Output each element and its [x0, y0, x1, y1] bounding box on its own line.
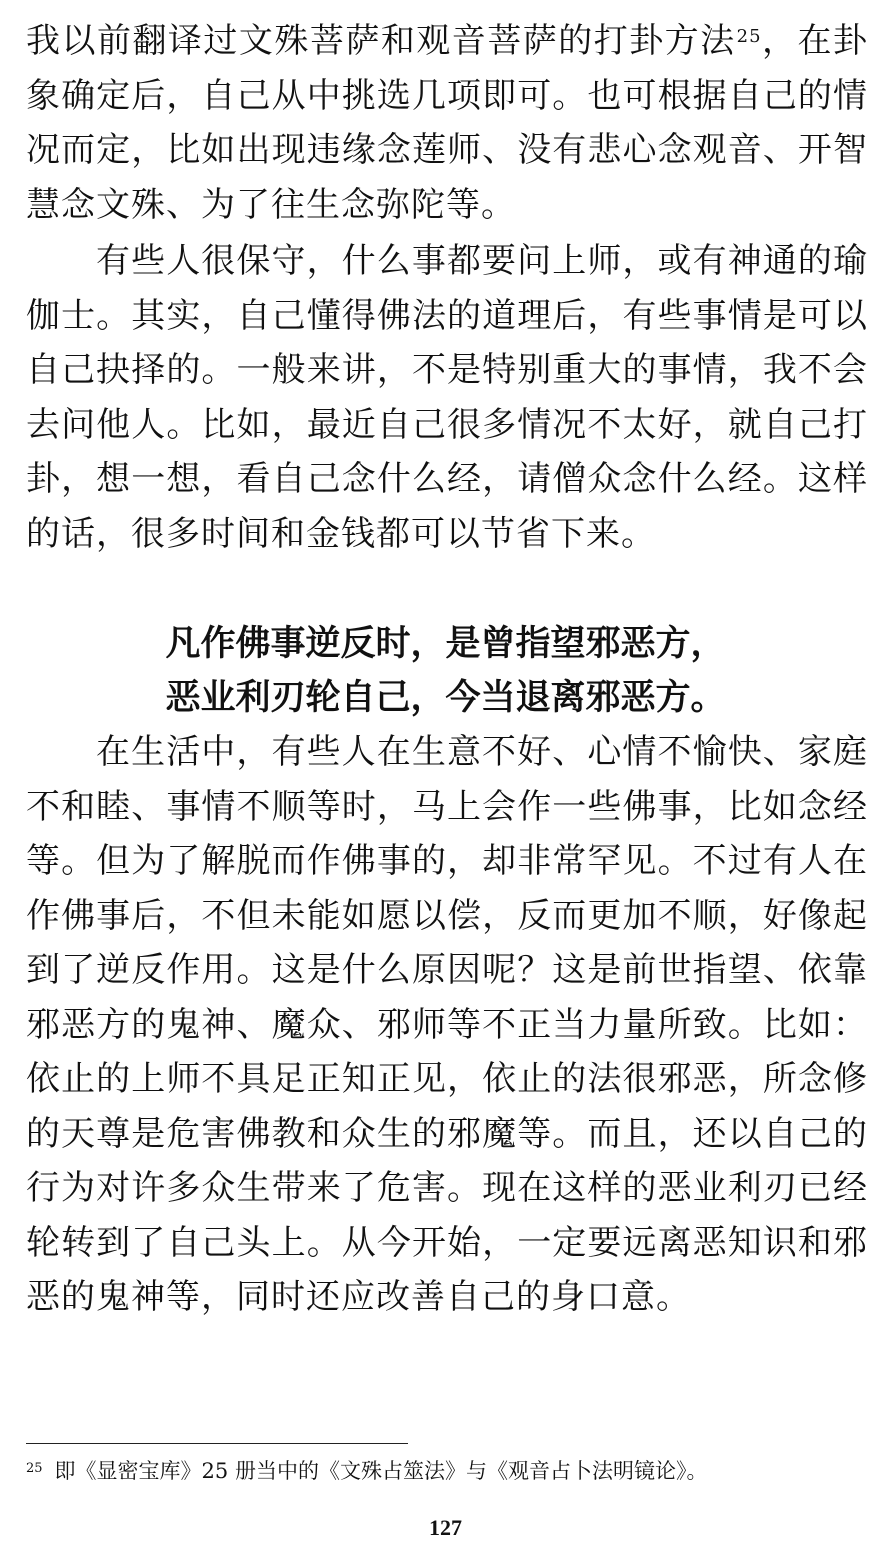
paragraph-divination [26, 14, 868, 232]
page-number: 127 [429, 1515, 462, 1540]
paragraph-self-decision: 有些人很保守，什么事都要问上师，或有神通的瑜伽士。其实，自己懂得佛法的道理后，有些事情是可以自己抉择的。一般来讲，不是特别重大的事情，我不会去问他人。比如，最近自己很多情况不太好，就自己打卦，想一想，看自己念什么经，请僧众念什么经。这样的话，很多时间和金钱都可以节省下来。 [26, 241, 868, 554]
verse-line-2: 恶业利刃轮自己，今当退离邪恶方。 [165, 678, 726, 718]
footnote-divider [26, 1443, 408, 1444]
paragraph-commentary: 在生活中，有些人在生意不好、心情不愉快、家庭不和睦、事情不顺等时，马上会作一些佛事，比如念经等。但为了解脱而作佛事的，却非常罕见。不过有人在作佛事后，不但未能如愿以偿，反而更加不顺，好像起到了逆反作用。这是什么原因呢？这是前世指望、依靠邪恶方的鬼神、魔众、邪师等不正当力量所致。比如：依止的上师不具足正知正见，依止的法很邪恶，所念修的天尊是危害佛教和众生的邪魔等。而且，还以自己的行为对许多众生带来了危害。现在这样的恶业利刃已经轮转到了自己头上。从今开始，一定要远离恶知识和邪恶的鬼神等，同时还应改善自己的身口意。 [26, 732, 868, 1317]
footnote-text: 即《显密宝库》25 册当中的《文殊占筮法》与《观音占卜法明镜论》。 [54, 1459, 708, 1483]
paragraph-text: 我以前翻译过文殊菩萨和观音菩萨的打卦方法 [26, 21, 736, 61]
footnote [26, 1456, 868, 1486]
verse-line-1: 凡作佛事逆反时，是曾指望邪恶方， [165, 624, 726, 664]
footnote-mark: 25 [26, 1461, 43, 1476]
paragraph-text: ，在卦象确定后，自己从中挑选几项即可。也可根据自己的情况而定，比如出现违缘念莲师、没有悲心念观音、开智慧念文殊、为了往生念弥陀等。 [26, 21, 869, 225]
footnote-reference[interactable]: 25 [736, 26, 762, 47]
